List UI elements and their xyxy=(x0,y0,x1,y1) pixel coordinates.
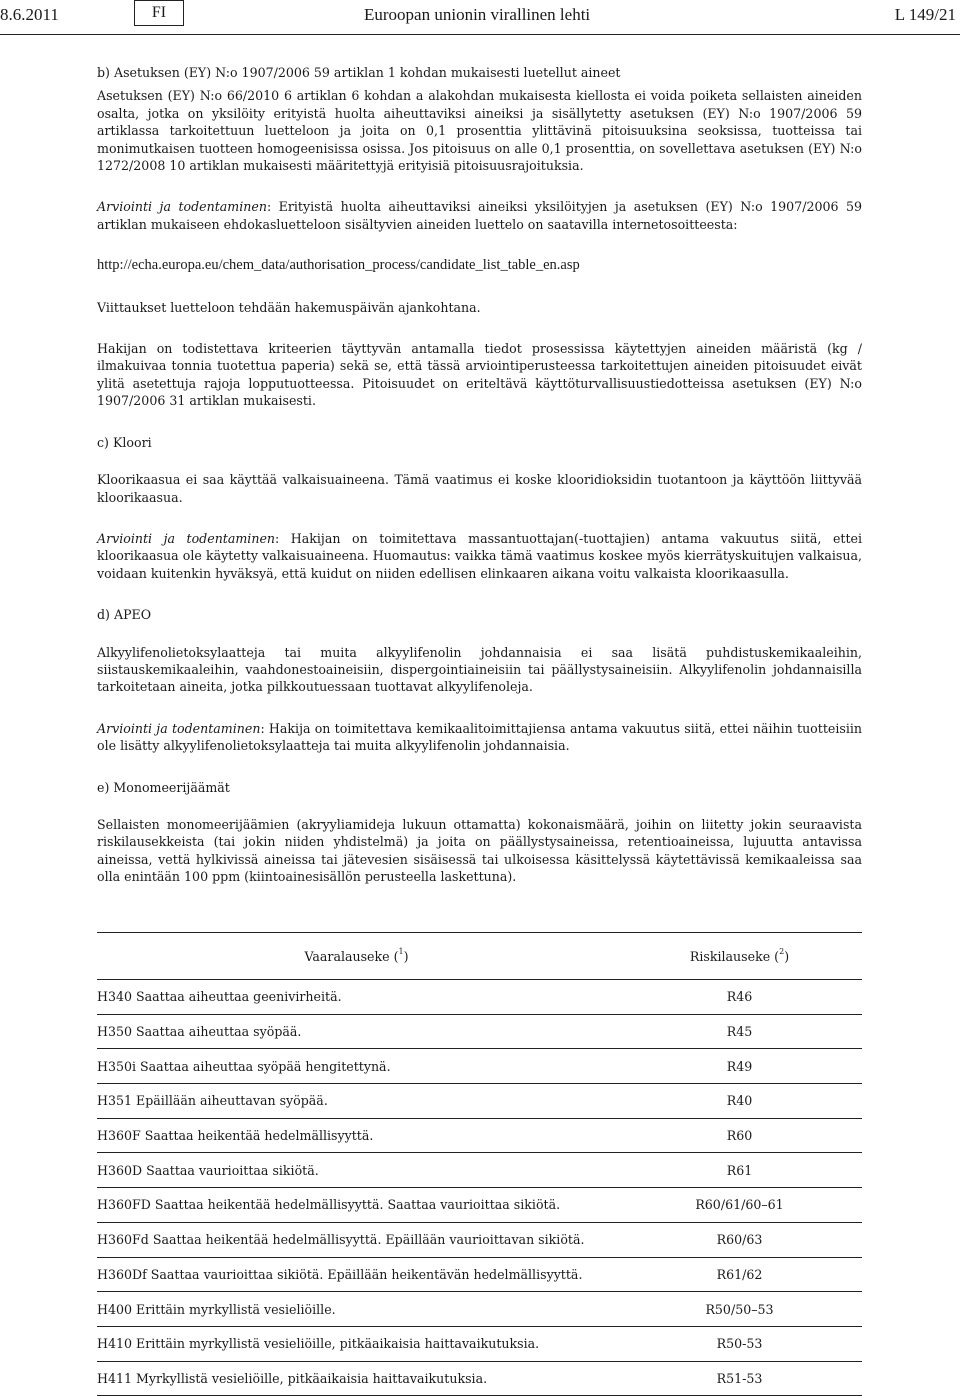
journal-title: Euroopan unionin virallinen lehti xyxy=(364,5,591,24)
table-body xyxy=(97,980,862,1396)
assessment-label: Arviointi ja todentaminen xyxy=(97,530,276,546)
section-d-paragraph: Alkyylifenolietoksylaatteja tai muita alkyylifenolin johdannaisia ei saa lisätä puhdistuskemikaaleihin, siistauskemikaaleihin, vaahdonestoaineisiin, dispergointiaineisiin tai päällystysaineisiin. Alkyylifenolin johdannaisilla tarkoitetaan aineita, jotka pilkkoutuessaan tuottavat alkyylifenoleja. xyxy=(97,644,862,695)
hazard-statement-cell: H410 Erittäin myrkyllistä vesieliöille, pitkäaikaisia haittavaikutuksia. xyxy=(97,1326,617,1361)
section-b-paragraph: Asetuksen (EY) N:o 66/2010 6 artiklan 6 kohdan a alakohdan mukaisesta kiellosta ei voida poiketa sellaisten aineiden osalta, jotka on yksilöity erityistä huolta aiheuttaviksi aineiksi ja sisällytetty asetuksen (EY) N:o 1907/2006 59 artiklassa tarkoitettuun luetteloon ja joita on 0,1 prosenttia ylittävinä pitoisuuksina seoksissa, tuotteissa tai monimutkaisen tuotteen homogeenisissa osissa. Jos pitoisuus on alle 0,1 prosenttia, on sovellettava asetuksen (EY) N:o 1272/2008 10 artiklan mukaisesti määritettyjä erityisiä pitoisuusrajoituksia. xyxy=(97,88,862,174)
section-b-assessment xyxy=(97,198,862,233)
risk-phrase-cell: R49 xyxy=(617,1049,862,1084)
hazard-statement-cell: H360D Saattaa vaurioittaa sikiötä. xyxy=(97,1153,617,1188)
hazard-statement-cell: H360FD Saattaa heikentää hedelmällisyyttä. Saattaa vaurioittaa sikiötä. xyxy=(97,1188,617,1223)
page-number: L 149/21 xyxy=(894,5,956,24)
section-e-title: e) Monomeerijäämät xyxy=(97,779,230,795)
page-header xyxy=(0,0,960,36)
risk-phrase-cell: R60/63 xyxy=(617,1222,862,1257)
section-c-title: c) Kloori xyxy=(97,434,152,450)
section-c-paragraph: Kloorikaasua ei saa käyttää valkaisuaineena. Tämä vaatimus ei koske klooridioksidin tuotantoon ja käyttöön liittyvää kloorikaasua. xyxy=(97,472,862,505)
assessment-label: Arviointi ja todentaminen xyxy=(97,199,267,215)
hazard-statement-cell: H411 Myrkyllistä vesieliöille, pitkäaikaisia haittavaikutuksia. xyxy=(97,1361,617,1396)
risk-phrase-table xyxy=(97,932,862,1396)
candidate-list-link[interactable]: http://echa.europa.eu/chem_data/authorisation_process/candidate_list_table_en.asp xyxy=(97,257,580,274)
table-row xyxy=(97,1292,862,1327)
section-c-assessment xyxy=(97,530,862,582)
risk-phrase-cell: R51-53 xyxy=(617,1361,862,1396)
table-row xyxy=(97,1257,862,1292)
hazard-statement-header: Vaaralauseke ($^1$) xyxy=(97,933,617,980)
table-row xyxy=(97,1326,862,1361)
assessment-text: : Erityistä huolta aiheuttaviksi aineiksi yksilöityjen ja asetuksen (EY) N:o 1907/2006 59 artiklan mukaiseen ehdokasluetteloon sisältyvien aineiden luettelo on saatavilla internetosoitteesta: xyxy=(97,199,863,232)
table-header-row xyxy=(97,933,862,980)
hazard-statement-cell: H360Df Saattaa vaurioittaa sikiötä. Epäillään heikentävän hedelmällisyyttä. xyxy=(97,1257,617,1292)
risk-phrase-cell: R40 xyxy=(617,1084,862,1119)
hazard-statement-cell: H360F Saattaa heikentää hedelmällisyyttä. xyxy=(97,1118,617,1153)
section-d-assessment xyxy=(97,720,862,755)
risk-phrase-cell: R46 xyxy=(617,980,862,1015)
section-b-requirement: Hakijan on todistettava kriteerien täyttyvän antamalla tiedot prosessissa käytettyjen aineiden määristä (kg / ilmakuivaa tonnia tuotettua paperia) sekä se, että tässä arviointiperusteessa tarkoitettujen aineiden pitoisuudet eivät ylitä asetettuja rajoja lopputuotteessa. Pitoisuudet on eriteltävä käyttöturvallisuustiedotteissa asetuksen (EY) N:o 1907/2006 31 artiklan mukaisesti. xyxy=(97,341,862,409)
reference-note: Viittaukset luetteloon tehdään hakemuspäivän ajankohtana. xyxy=(97,299,481,315)
section-b-title: b) Asetuksen (EY) N:o 1907/2006 59 artiklan 1 kohdan mukaisesti luetellut aineet xyxy=(97,65,621,80)
table-row xyxy=(97,1361,862,1396)
risk-phrase-cell: R60/61/60–61 xyxy=(617,1188,862,1223)
assessment-text: : Hakijan on toimitettava massantuottajan(-tuottajien) antama vakuutus siitä, ettei kloorikaasua ole käytetty valkaisuaineena. Huomautus: vaikka tämä vaatimus koskee myös kierrätyskuitujen valkaisua, voidaan kuitenkin hyväksyä, että kuidut on niiden edellisen elinkaaren aikana voitu valkaista kloorikaasulla. xyxy=(97,530,862,581)
language-badge: FI xyxy=(134,0,184,26)
table-row xyxy=(97,1188,862,1223)
section-e-paragraph: Sellaisten monomeerijäämien (akryyliamideja lukuun ottamatta) kokonaismäärä, joihin on liitetty jokin seuraavista riskilausekkeista (tai jokin niiden yhdistelmä) ja joita on päällystysaineissa, retentioaineissa, lujuutta antavissa aineissa, vettä hylkivissä aineissa tai jätevesien sisäisessä tai ulkoisessa käsittelyssä käytettävissä kemikaaleissa saa olla enintään 100 ppm (kiintoainesisällön perusteella laskettuna). xyxy=(97,816,862,885)
risk-phrase-cell: R50-53 xyxy=(617,1326,862,1361)
hazard-statement-cell: H350 Saattaa aiheuttaa syöpää. xyxy=(97,1014,617,1049)
table-row xyxy=(97,980,862,1015)
header-divider xyxy=(0,34,960,35)
hazard-statement-cell: H360Fd Saattaa heikentää hedelmällisyyttä. Epäillään vaurioittavan sikiötä. xyxy=(97,1222,617,1257)
risk-phrase-cell: R61 xyxy=(617,1153,862,1188)
hazard-statement-cell: H400 Erittäin myrkyllistä vesieliöille. xyxy=(97,1292,617,1327)
table-row xyxy=(97,1153,862,1188)
risk-phrase-cell: R60 xyxy=(617,1118,862,1153)
risk-phrase-header: Riskilauseke ($^2$) xyxy=(617,933,862,980)
assessment-label: Arviointi ja todentaminen xyxy=(97,720,261,736)
table-row xyxy=(97,1084,862,1119)
risk-phrase-table-container xyxy=(97,932,862,1396)
risk-phrase-cell: R61/62 xyxy=(617,1257,862,1292)
risk-phrase-cell: R50/50–53 xyxy=(617,1292,862,1327)
table-row xyxy=(97,1118,862,1153)
risk-phrase-cell: R45 xyxy=(617,1014,862,1049)
table-row xyxy=(97,1049,862,1084)
hazard-statement-cell: H351 Epäillään aiheuttavan syöpää. xyxy=(97,1084,617,1119)
section-d-title: d) APEO xyxy=(97,607,152,623)
publication-date: 8.6.2011 xyxy=(0,5,59,24)
table-row xyxy=(97,1222,862,1257)
document-body xyxy=(97,64,862,886)
hazard-statement-cell: H350i Saattaa aiheuttaa syöpää hengitettynä. xyxy=(97,1049,617,1084)
assessment-text: : Hakija on toimitettava kemikaalitoimittajiensa antama vakuutus siitä, ettei näihin tuotteisiin ole lisätty alkyylifenolietoksylaatteja tai muita alkyylifenolin johdannaisia. xyxy=(97,720,862,754)
hazard-statement-cell: H340 Saattaa aiheuttaa geenivirheitä. xyxy=(97,980,617,1015)
table-row xyxy=(97,1014,862,1049)
